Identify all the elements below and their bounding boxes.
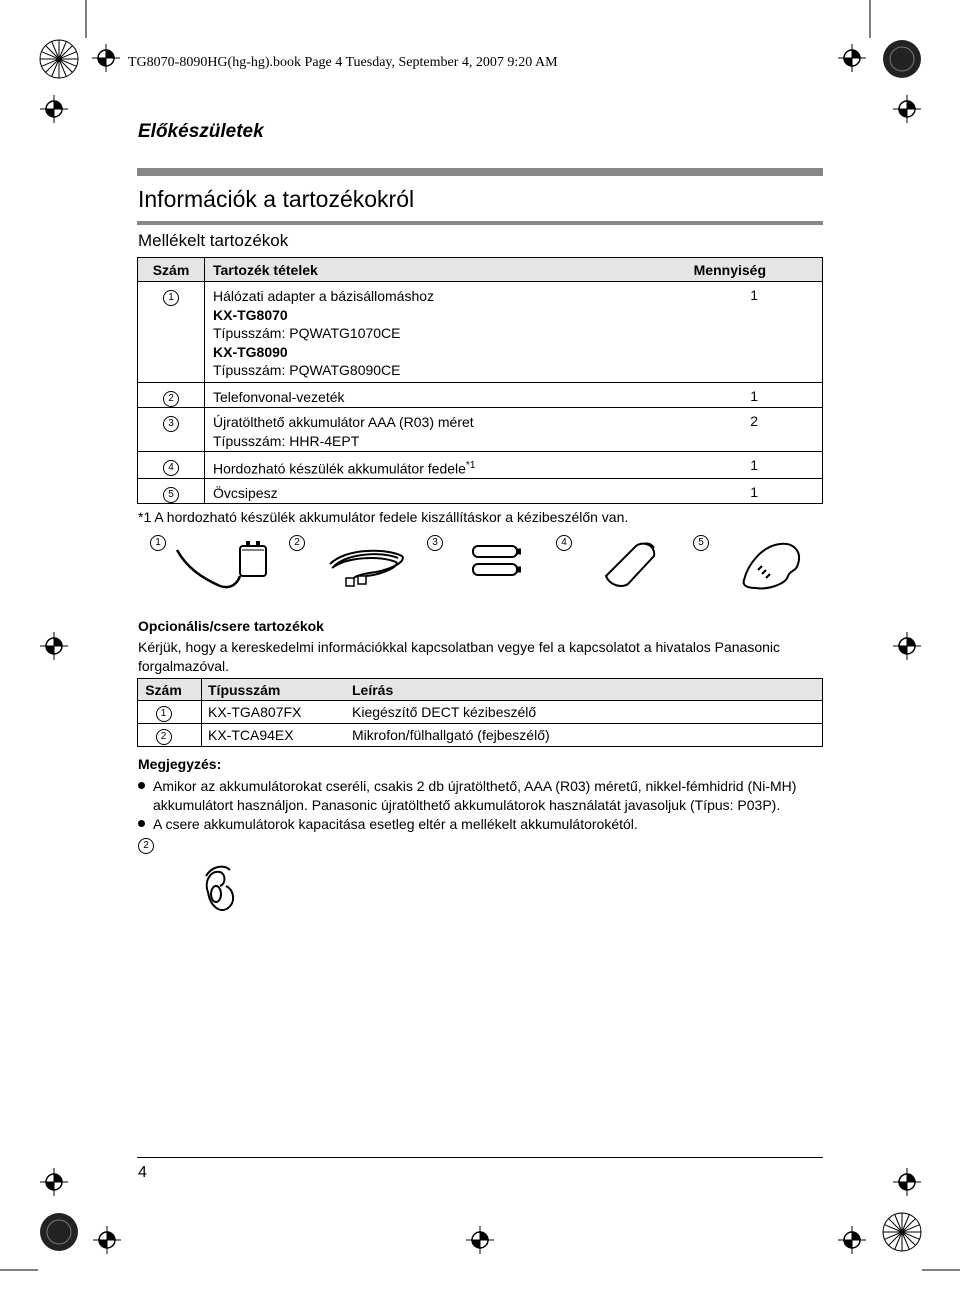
item-quantity: 1 [626, 282, 823, 383]
column-header: Leírás [348, 679, 823, 701]
column-header: Mennyiség [626, 258, 823, 282]
belt-clip-icon [738, 540, 808, 594]
telephone-cord-icon [326, 544, 408, 590]
registration-target-icon [880, 1210, 924, 1254]
column-header: Szám [138, 679, 202, 701]
crosshair-icon [40, 95, 68, 123]
notes-title: Megjegyzés: [138, 756, 222, 772]
footer-rule [137, 1157, 823, 1158]
crosshair-icon [93, 1226, 121, 1254]
item-quantity: 2 [626, 408, 823, 452]
registration-mark [852, 0, 874, 40]
item-name: Övcsipesz [213, 485, 278, 502]
crosshair-icon [838, 1226, 866, 1254]
crosshair-icon [893, 1168, 921, 1196]
item-type-number: Típusszám: PQWATG8090CE [213, 362, 401, 378]
row-number: 2 [156, 729, 172, 745]
accessories-table [137, 257, 823, 504]
row-number: 4 [163, 460, 179, 476]
battery-cover-icon [602, 540, 662, 588]
registration-target-icon [37, 1210, 81, 1254]
crosshair-icon [893, 632, 921, 660]
note-text: Amikor az akkumulátorokat cseréli, csakis 2 db újratölthető, AAA (R03) méretű, nikkel-fémhidrid (Ni-MH) akkumulátort használjon. Panasonic újratölthető akkumulátorok használatát javasoljuk (Típus: P03P). [153, 778, 797, 813]
crosshair-icon [40, 632, 68, 660]
table-row [138, 724, 823, 747]
item-model: KX-TG8070 [213, 306, 288, 323]
headset-label: 2 [138, 838, 154, 854]
item-quantity: 1 [626, 383, 823, 408]
footnote: *1 A hordozható készülék akkumulátor fedele kiszállításkor a kézibeszélőn van. [138, 509, 629, 525]
column-header: Szám [138, 258, 205, 282]
title-rule [137, 221, 823, 225]
ac-adapter-icon [172, 538, 272, 590]
item-quantity: 1 [626, 479, 823, 504]
illustration-label: 5 [693, 535, 709, 551]
item-quantity: 1 [626, 452, 823, 479]
table-row [138, 452, 823, 479]
item-name: Újratölthető akkumulátor AAA (R03) méret [213, 414, 474, 430]
crosshair-icon [838, 44, 866, 72]
item-name: Telefonvonal-vezeték [213, 389, 345, 405]
batteries-icon [470, 542, 526, 582]
column-header: Tartozék tételek [205, 258, 627, 282]
registration-mark [920, 1250, 960, 1292]
note-item [138, 777, 843, 815]
model-number: KX-TCA94EX [202, 724, 349, 747]
crosshair-icon [893, 95, 921, 123]
table-row [138, 383, 823, 408]
item-type-number: Típusszám: PQWATG1070CE [213, 325, 401, 341]
print-header: TG8070-8090HG(hg-hg).book Page 4 Tuesday, September 4, 2007 9:20 AM [128, 55, 558, 70]
table-header-row [138, 258, 823, 282]
table-row [138, 408, 823, 452]
illustration-label: 3 [427, 535, 443, 551]
illustration-label: 2 [289, 535, 305, 551]
page-number: 4 [138, 1164, 147, 1181]
optional-accessories-table [137, 678, 823, 747]
crosshair-icon [40, 1168, 68, 1196]
model-description: Mikrofon/fülhallgató (fejbeszélő) [348, 724, 823, 747]
registration-mark [0, 1250, 40, 1292]
illustration-label: 4 [556, 535, 572, 551]
registration-target-icon [37, 37, 81, 81]
subsection-title: Mellékelt tartozékok [138, 231, 289, 250]
headset-icon [196, 862, 242, 918]
row-number: 3 [163, 416, 179, 432]
table-row [138, 479, 823, 504]
model-number: KX-TGA807FX [202, 701, 349, 724]
footnote-ref: *1 [465, 460, 476, 471]
crosshair-icon [92, 44, 120, 72]
row-number: 1 [156, 706, 172, 722]
note-item [138, 815, 828, 834]
section-title: Előkészületek [138, 121, 264, 142]
note-text: A csere akkumulátorok kapacitása esetleg eltér a mellékelt akkumulátorokétól. [153, 816, 638, 832]
optional-accessories-text: Kérjük, hogy a kereskedelmi információkkal kapcsolatban vegye fel a kapcsolatot a hivatalos Panasonic forgalmazóval. [138, 639, 781, 674]
item-model: KX-TG8090 [213, 343, 288, 360]
row-number: 5 [163, 487, 179, 503]
row-number: 1 [163, 290, 179, 306]
table-header-row [138, 679, 823, 701]
illustration-label: 1 [150, 535, 166, 551]
table-row [138, 282, 823, 383]
row-number: 2 [163, 391, 179, 407]
table-row [138, 701, 823, 724]
crosshair-icon [466, 1226, 494, 1254]
model-description: Kiegészítő DECT kézibeszélő [348, 701, 823, 724]
page-title: Információk a tartozékokról [138, 186, 415, 212]
optional-accessories-title: Opcionális/csere tartozékok [138, 618, 324, 634]
item-name: Hordozható készülék akkumulátor fedele [213, 460, 466, 477]
registration-mark [83, 0, 105, 40]
bullet-icon [138, 820, 145, 827]
item-type-number: Típusszám: HHR-4EPT [213, 432, 360, 449]
section-rule [137, 168, 823, 176]
registration-target-icon [880, 37, 924, 81]
item-name: Hálózati adapter a bázisállomáshoz [213, 288, 435, 304]
column-header: Típusszám [202, 679, 349, 701]
bullet-icon [138, 782, 145, 789]
